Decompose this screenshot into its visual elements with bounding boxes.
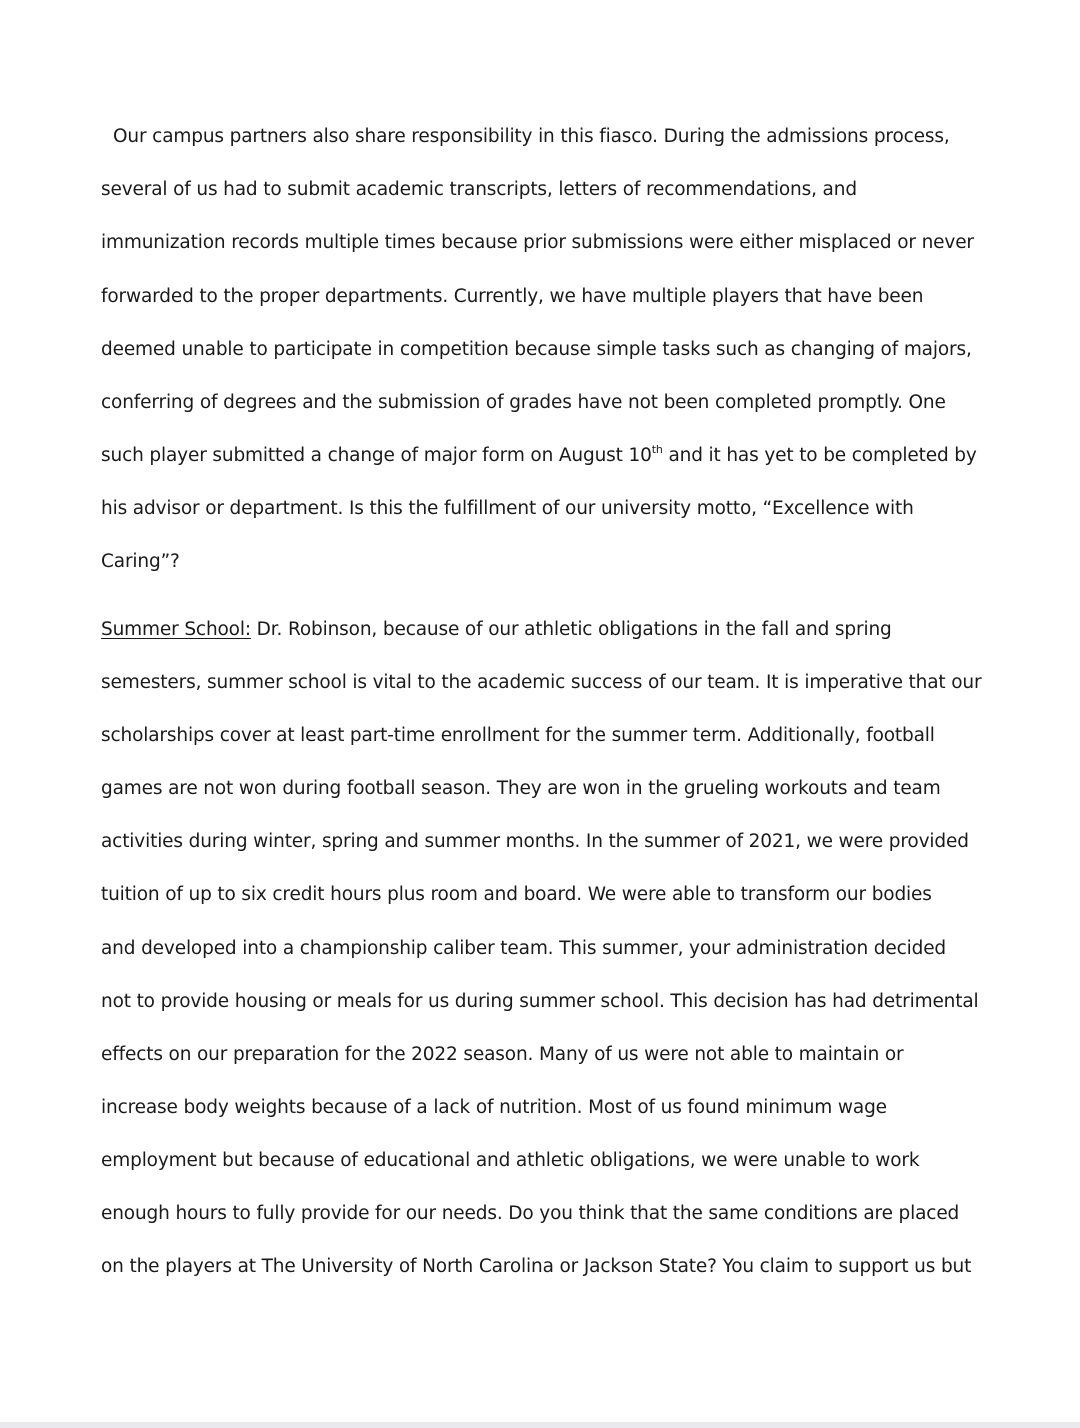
section-heading: Summer School:	[101, 619, 251, 640]
text-line-with-date	[101, 443, 977, 469]
text-line: semesters, summer school is vital to the academic success of our team. It is imperative that our	[101, 672, 982, 693]
text-line: enough hours to fully provide for our needs. Do you think that the same conditions are placed	[101, 1203, 960, 1224]
text-line: scholarships cover at least part-time enrollment for the summer term. Additionally, football	[101, 725, 935, 746]
text-line: conferring of degrees and the submission of grades have not been completed promptly. One	[101, 392, 946, 413]
text-segment: Dr. Robinson, because of our athletic obligations in the fall and spring	[250, 619, 892, 640]
text-line: effects on our preparation for the 2022 season. Many of us were not able to maintain or	[101, 1044, 904, 1065]
text-line: his advisor or department. Is this the fulfillment of our university motto, “Excellence with	[101, 498, 914, 519]
text-line: forwarded to the proper departments. Currently, we have multiple players that have been	[101, 286, 924, 307]
text-line: on the players at The University of North Carolina or Jackson State? You claim to support us but	[101, 1256, 972, 1277]
text-line: deemed unable to participate in competition because simple tasks such as changing of majors,	[101, 339, 972, 360]
text-line: games are not won during football season. They are won in the grueling workouts and team	[101, 778, 941, 799]
text-line-with-heading	[101, 617, 892, 643]
text-line: Our campus partners also share responsibility in this fiasco. During the admissions process,	[113, 126, 950, 147]
text-line: increase body weights because of a lack of nutrition. Most of us found minimum wage	[101, 1097, 887, 1118]
text-line: Caring”?	[101, 551, 180, 572]
text-line: immunization records multiple times because prior submissions were either misplaced or never	[101, 232, 974, 253]
text-segment: such player submitted a change of major form on August 10	[101, 445, 652, 466]
text-segment: and it has yet to be completed by	[662, 445, 977, 466]
text-line: employment but because of educational and athletic obligations, we were unable to work	[101, 1150, 920, 1171]
text-line: tuition of up to six credit hours plus room and board. We were able to transform our bodies	[101, 884, 932, 905]
text-line: not to provide housing or meals for us during summer school. This decision has had detrimental	[101, 991, 979, 1012]
text-line: several of us had to submit academic transcripts, letters of recommendations, and	[101, 179, 857, 200]
text-line: and developed into a championship caliber team. This summer, your administration decided	[101, 938, 947, 959]
text-line: activities during winter, spring and summer months. In the summer of 2021, we were provided	[101, 831, 969, 852]
ordinal-superscript: th	[651, 443, 663, 456]
page-bottom-edge	[0, 1422, 1080, 1428]
